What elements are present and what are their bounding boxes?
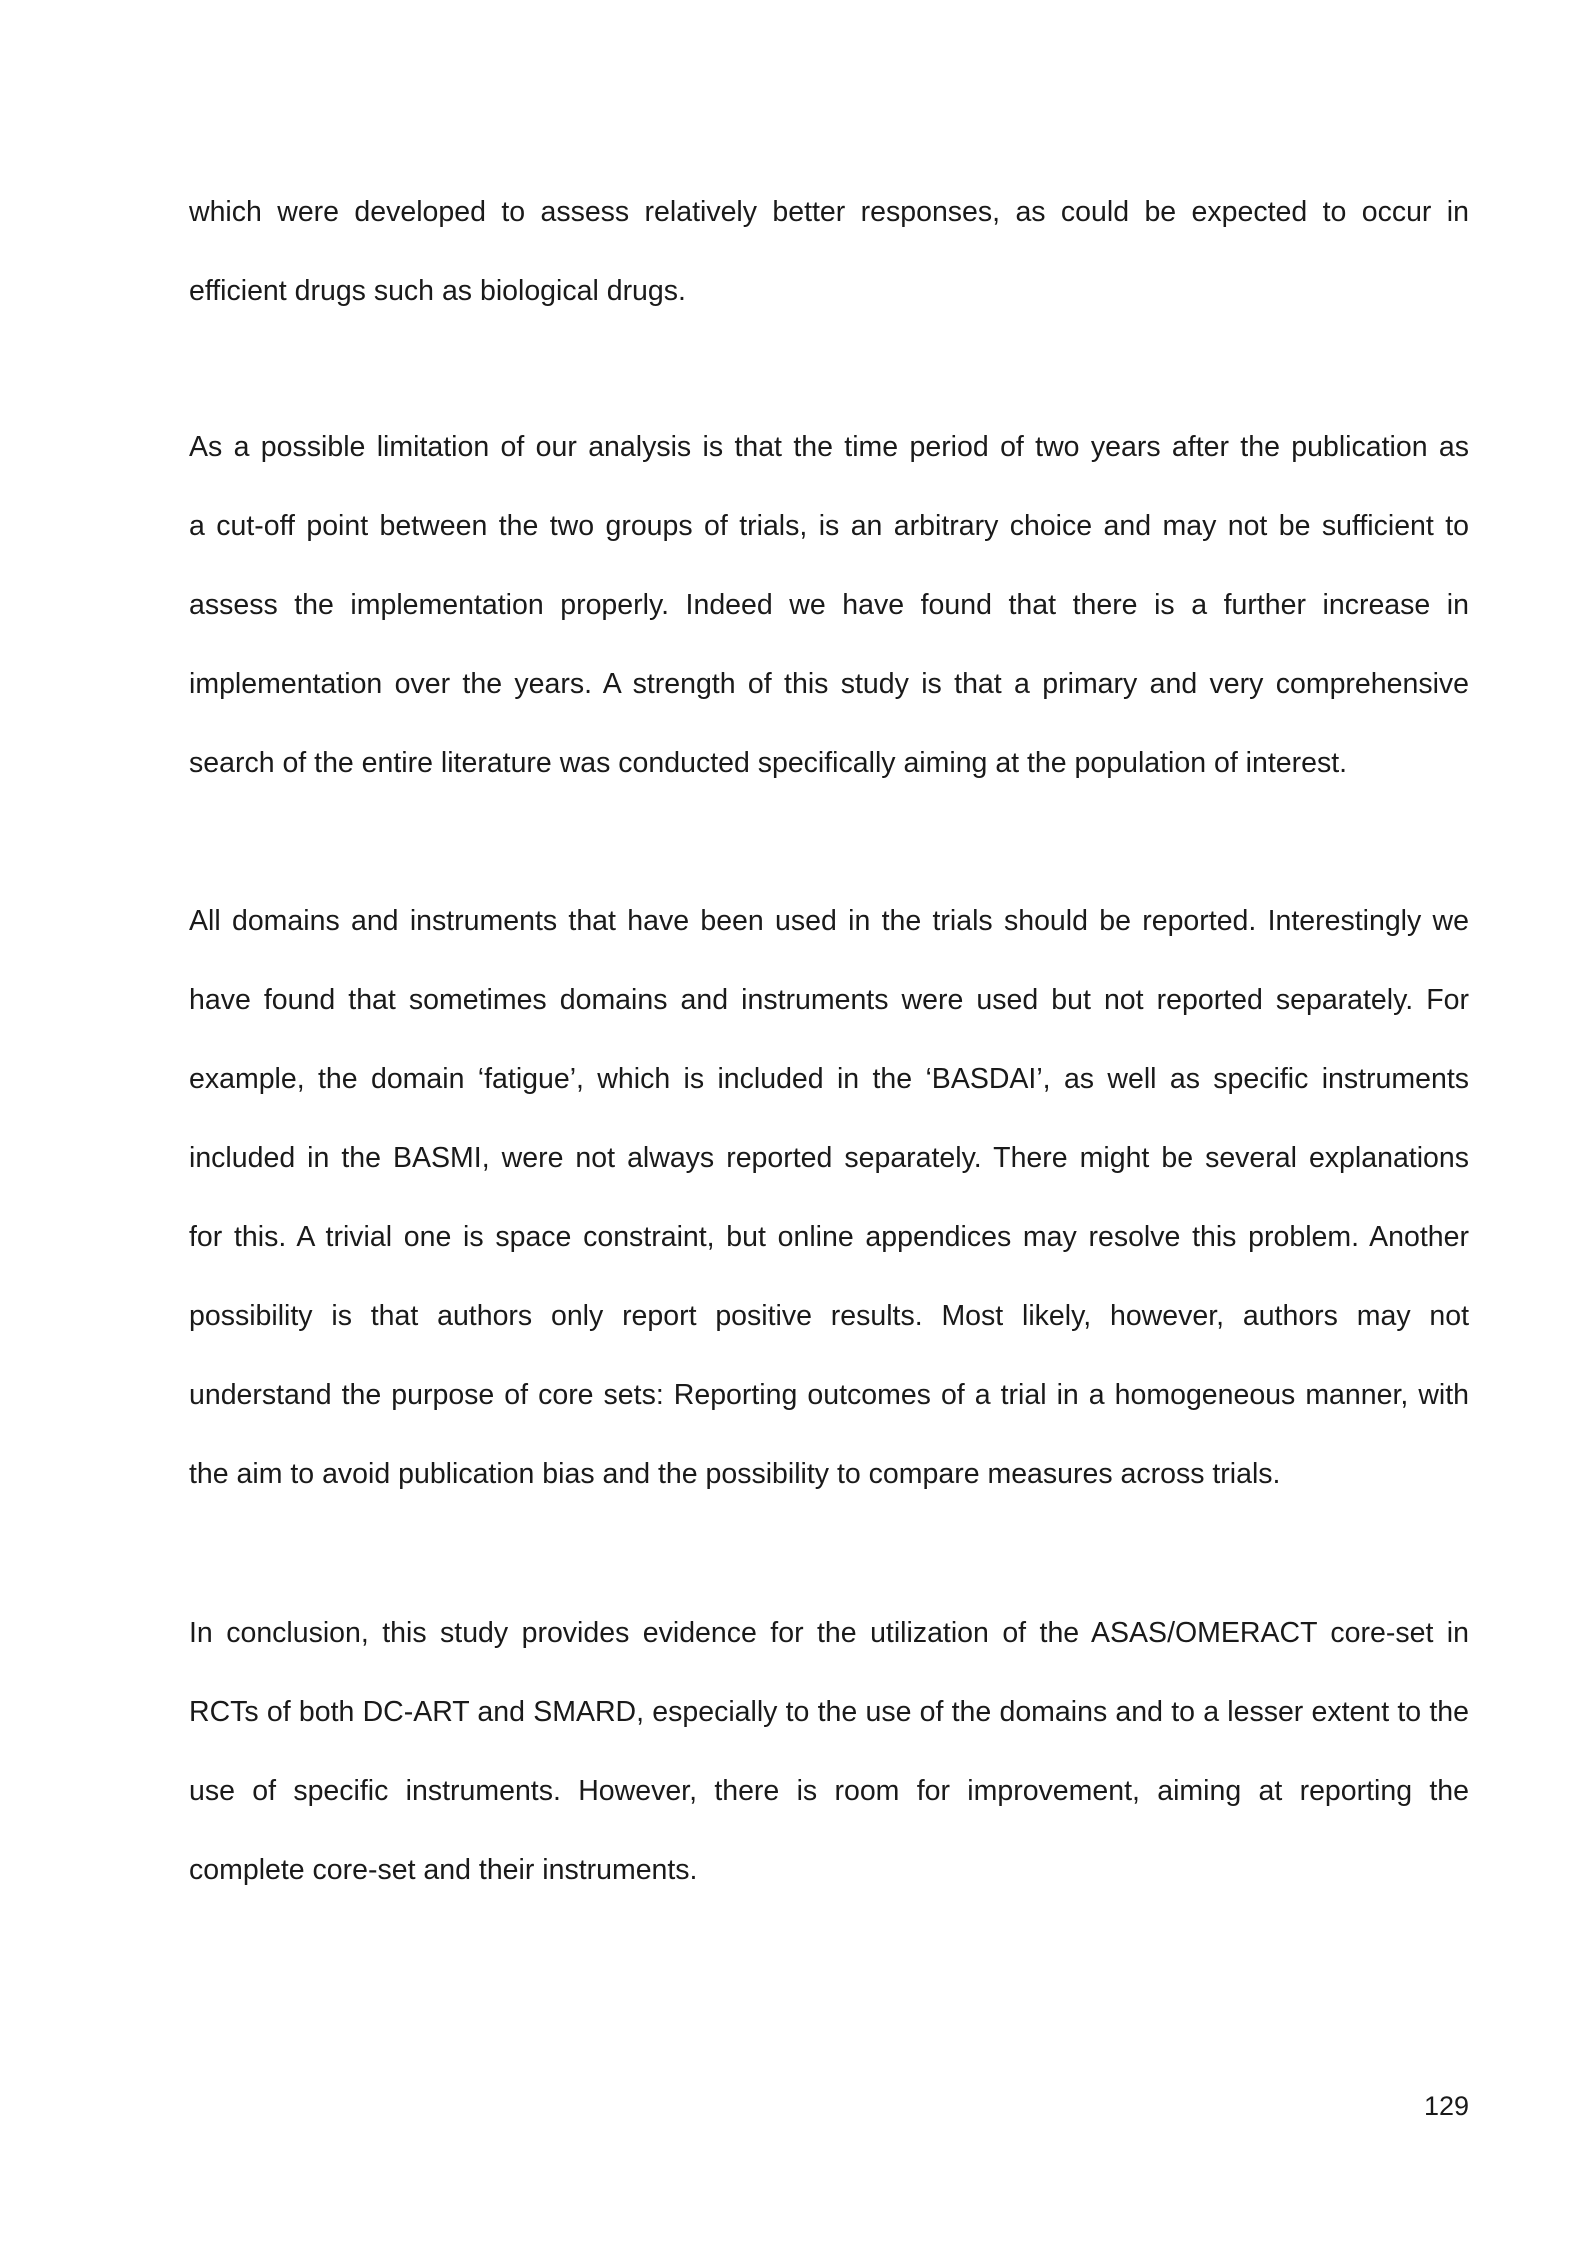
paragraph-line: As a possible limitation of our analysis is that the time period of two years after the publication as <box>189 431 1469 463</box>
paragraph-line: possibility is that authors only report positive results. Most likely, however, authors may not <box>189 1300 1469 1332</box>
paragraph-line: example, the domain ‘fatigue’, which is included in the ‘BASDAI’, as well as specific instruments <box>189 1063 1469 1095</box>
paragraph-line: search of the entire literature was conducted specifically aiming at the population of interest. <box>189 747 1348 779</box>
paragraph-line: efficient drugs such as biological drugs. <box>189 275 686 307</box>
paragraph-line: RCTs of both DC-ART and SMARD, especially to the use of the domains and to a lesser extent to the <box>189 1696 1469 1728</box>
paragraph-line: assess the implementation properly. Indeed we have found that there is a further increase in <box>189 589 1469 621</box>
paragraph-line: for this. A trivial one is space constraint, but online appendices may resolve this problem. Another <box>189 1221 1469 1253</box>
paragraph-line: use of specific instruments. However, there is room for improvement, aiming at reporting the <box>189 1775 1469 1807</box>
paragraph-line: included in the BASMI, were not always reported separately. There might be several explanations <box>189 1142 1469 1174</box>
paragraph-line: understand the purpose of core sets: Reporting outcomes of a trial in a homogeneous manner, with <box>189 1379 1469 1411</box>
paragraph-line: the aim to avoid publication bias and the possibility to compare measures across trials. <box>189 1458 1281 1490</box>
paragraph-line: implementation over the years. A strength of this study is that a primary and very comprehensive <box>189 668 1469 700</box>
paragraph-line: a cut-off point between the two groups of trials, is an arbitrary choice and may not be sufficient to <box>189 510 1469 542</box>
page-number: 129 <box>1423 2091 1469 2121</box>
paragraph-line: have found that sometimes domains and instruments were used but not reported separately. For <box>189 984 1469 1016</box>
paragraph-line: complete core-set and their instruments. <box>189 1854 698 1886</box>
paragraph-line: All domains and instruments that have been used in the trials should be reported. Interestingly we <box>189 905 1469 937</box>
paragraph-line: which were developed to assess relatively better responses, as could be expected to occur in <box>189 196 1469 228</box>
paragraph-line: In conclusion, this study provides evidence for the utilization of the ASAS/OMERACT core-set in <box>189 1617 1469 1649</box>
